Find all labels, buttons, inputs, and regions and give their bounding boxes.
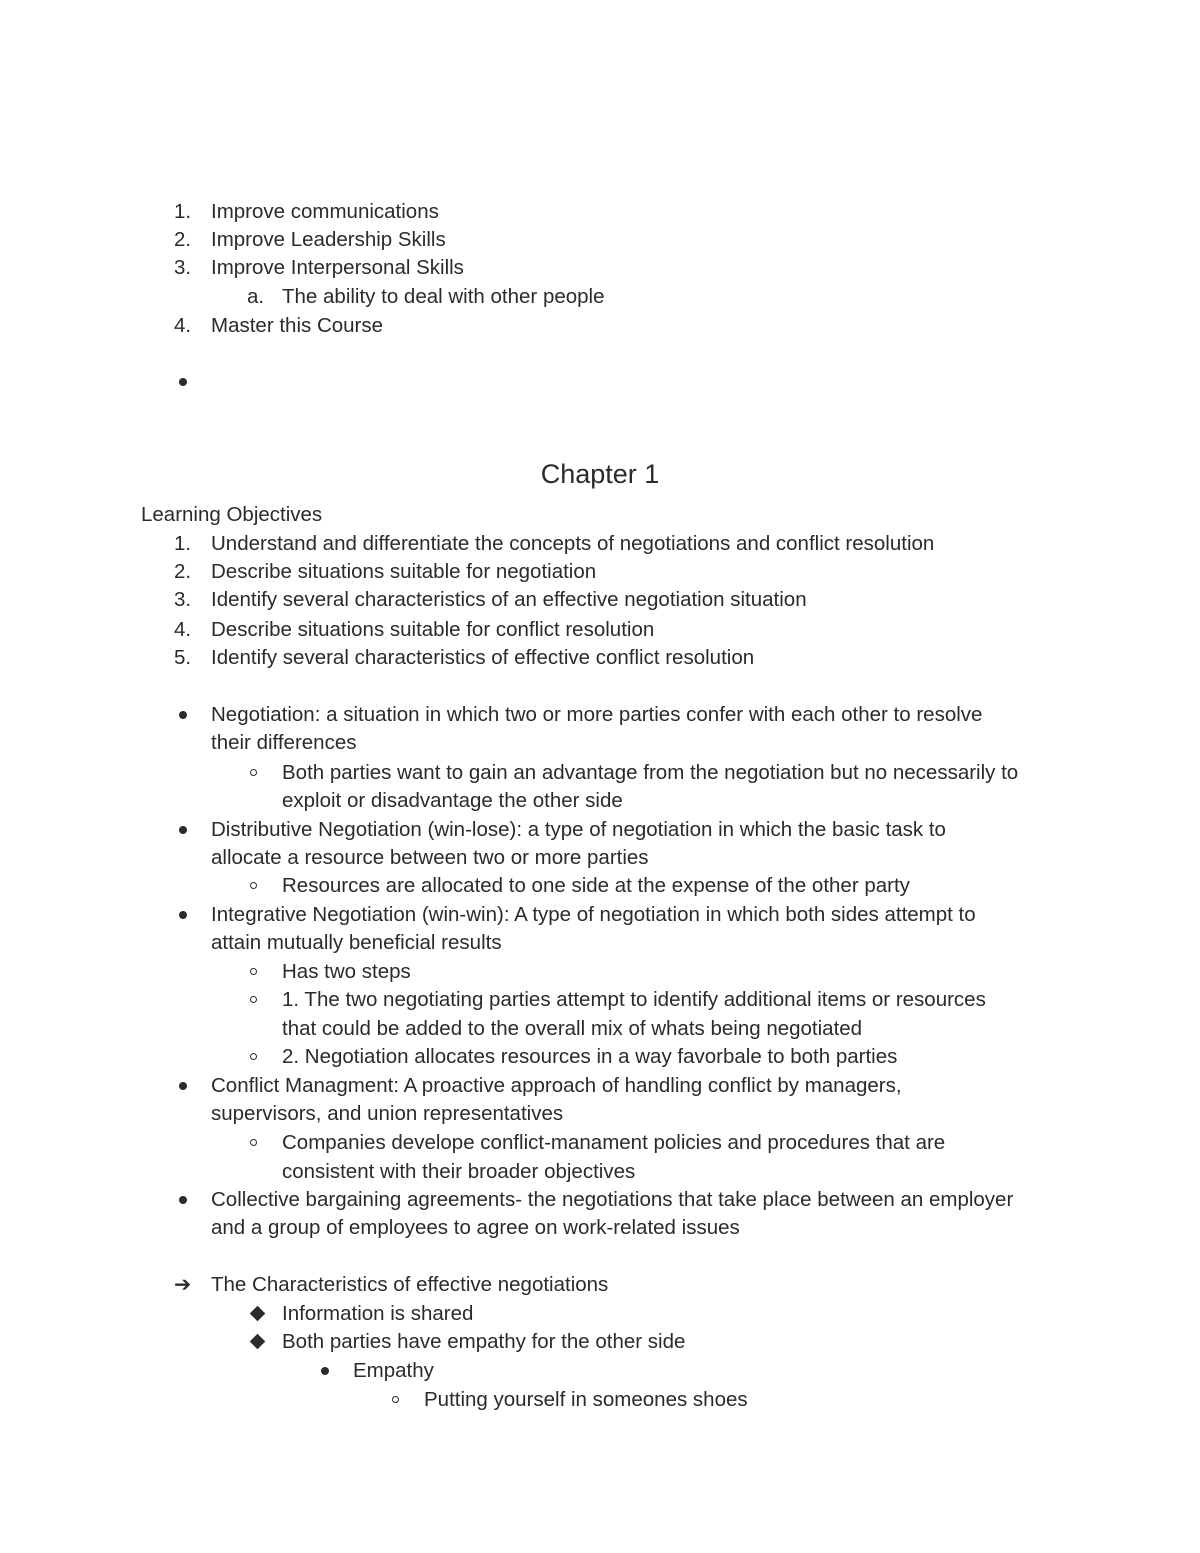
characteristic-item: Information is shared [282,1302,474,1325]
list-marker: 4. [174,618,192,641]
definition-text: and a group of employees to agree on work-related issues [211,1216,740,1239]
list-item: Master this Course [211,314,384,337]
bullet-icon [179,711,187,719]
bullet-icon [321,1367,329,1375]
circle-bullet-icon [250,769,257,776]
list-marker: 1. [174,200,192,223]
sub-point-text: 1. The two negotiating parties attempt to identify additional items or resources [282,988,986,1011]
sub-point-text: that could be added to the overall mix of whats being negotiated [282,1017,863,1040]
characteristic-item: Both parties have empathy for the other side [282,1330,686,1353]
list-item: Improve Interpersonal Skills [211,256,464,279]
diamond-bullet-icon [250,1306,266,1322]
list-item: Describe situations suitable for conflict resolution [211,618,655,641]
definition-text: Distributive Negotiation (win-lose): a type of negotiation in which the basic task to [211,818,946,841]
circle-bullet-icon [250,968,257,975]
list-marker: a. [247,285,265,308]
circle-bullet-icon [250,1139,257,1146]
list-marker: 5. [174,646,192,669]
sub-point-text: Both parties want to gain an advantage from the negotiation but no necessarily to [282,761,1019,784]
list-marker: 4. [174,314,192,337]
diamond-bullet-icon [250,1334,266,1350]
list-item: Improve Leadership Skills [211,228,446,251]
list-item: Describe situations suitable for negotiation [211,560,597,583]
sub-point-text: 2. Negotiation allocates resources in a way favorbale to both parties [282,1045,898,1068]
chapter-title: Chapter 1 [540,459,660,489]
list-marker: 1. [174,532,192,555]
list-item: The ability to deal with other people [282,285,605,308]
definition-text: supervisors, and union representatives [211,1102,564,1125]
definition-text: their differences [211,731,357,754]
sub-point-text: Resources are allocated to one side at the expense of the other party [282,874,910,897]
definition-text: Collective bargaining agreements- the negotiations that take place between an employer [211,1188,1014,1211]
circle-bullet-icon [392,1396,399,1403]
list-item: Understand and differentiate the concepts of negotiations and conflict resolution [211,532,935,555]
definition-text: Integrative Negotiation (win-win): A type of negotiation in which both sides attempt to [211,903,976,926]
sub-point-text: consistent with their broader objectives [282,1160,636,1183]
definition-text: allocate a resource between two or more parties [211,846,649,869]
arrow-icon: ➔ [174,1273,192,1296]
list-item: Identify several characteristics of effective conflict resolution [211,646,755,669]
list-marker: 2. [174,228,192,251]
definition-text: Conflict Managment: A proactive approach of handling conflict by managers, [211,1074,902,1097]
objectives-label: Learning Objectives [141,503,323,526]
circle-bullet-icon [250,1053,257,1060]
sub-point-text: exploit or disadvantage the other side [282,789,623,812]
list-marker: 3. [174,256,192,279]
bullet-icon [179,826,187,834]
circle-bullet-icon [250,882,257,889]
empathy-label: Empathy [353,1359,434,1382]
sub-point-text: Has two steps [282,960,411,983]
list-item: Identify several characteristics of an effective negotiation situation [211,588,807,611]
list-item: Improve communications [211,200,439,223]
bullet-icon [179,1082,187,1090]
list-marker: 3. [174,588,192,611]
empty-bullet-icon [179,378,187,386]
characteristics-title: The Characteristics of effective negotiations [211,1273,609,1296]
bullet-icon [179,911,187,919]
circle-bullet-icon [250,996,257,1003]
empathy-definition: Putting yourself in someones shoes [424,1388,748,1411]
definition-text: attain mutually beneficial results [211,931,502,954]
sub-point-text: Companies develope conflict-manament policies and procedures that are [282,1131,946,1154]
list-marker: 2. [174,560,192,583]
bullet-icon [179,1196,187,1204]
definition-text: Negotiation: a situation in which two or more parties confer with each other to resolve [211,703,983,726]
